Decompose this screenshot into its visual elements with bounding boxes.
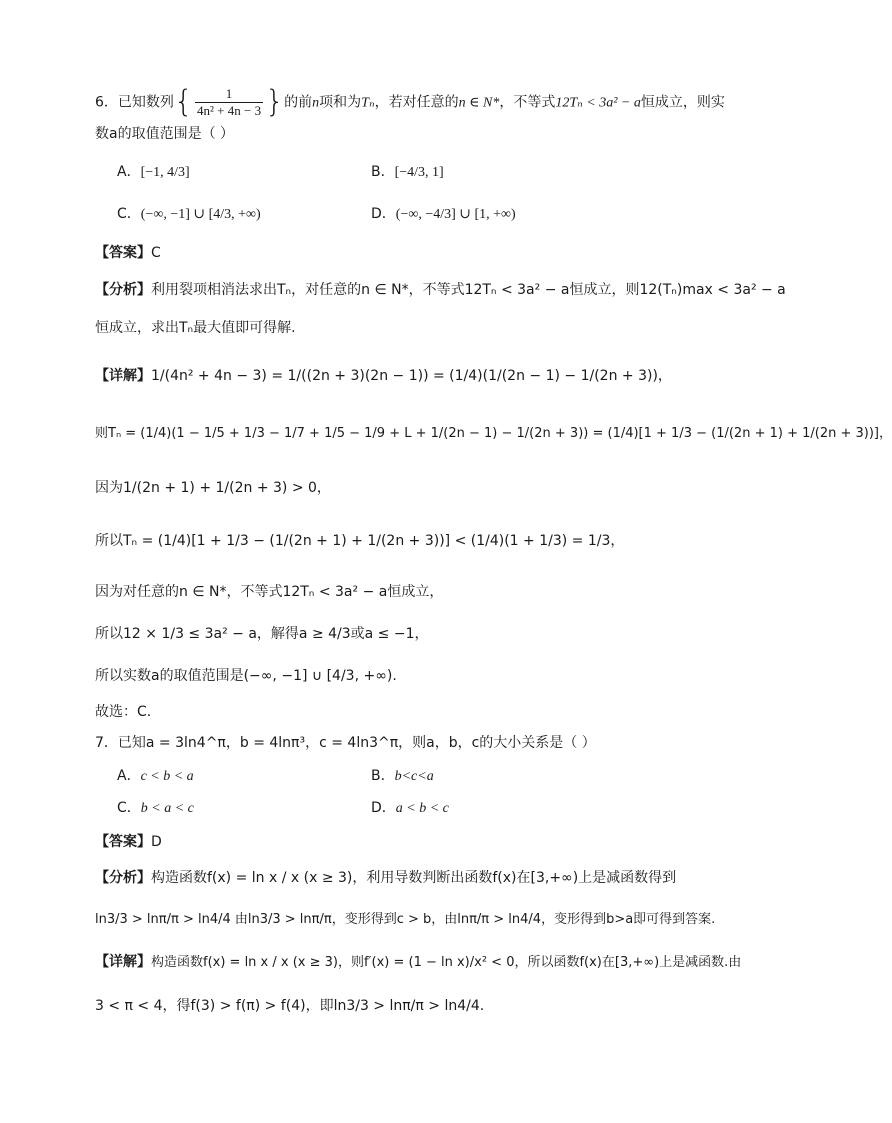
q7-detail-line1: 【详解】构造函数f(x) = ln x / x (x ≥ 3)，则f′(x) = (1 − ln x)/x² < 0，所以函数f(x)在[3,+∞)上是减函数.由 bbox=[95, 954, 742, 970]
q7-detail-line2: 3 < π < 4，得f(3) > f(π) > f(4)，即ln3/3 > lnπ/π > ln4/4. bbox=[95, 998, 485, 1014]
q6-answer: 【答案】C bbox=[95, 245, 161, 261]
q6-seq-fraction: $\frac{1}{\text{4n² + 4n − 3}}$ bbox=[197, 86, 262, 118]
q7-option-a[interactable]: A．c < b < a bbox=[117, 768, 194, 784]
q6-detail-line7: 所以实数a的取值范围是(−∞, −1] ∪ [4/3, +∞). bbox=[95, 668, 397, 684]
q6-stem-line2: 数a的取值范围是（ ） bbox=[95, 126, 235, 142]
q7-analysis-line2: ln3/3 > lnπ/π > ln4/4 由ln3/3 > lnπ/π，变形得到c > b，由lnπ/π > ln4/4，变形得到b>a即可得到答案. bbox=[95, 912, 716, 927]
q6-detail-line4: 所以Tₙ = (1/4)[1 + 1/3 − (1/(2n + 1) + 1/(2n + 3))] < (1/4)(1 + 1/3) = 1/3， bbox=[95, 533, 625, 549]
q6-option-d[interactable]: D．(−∞, −4/3] ∪ [1, +∞) bbox=[371, 206, 516, 222]
q7-option-b[interactable]: B．b<c<a bbox=[371, 768, 434, 784]
q6-option-c[interactable]: C．(−∞, −1] ∪ [4/3, +∞) bbox=[117, 206, 261, 222]
q6-detail-line3: 因为1/(2n + 1) + 1/(2n + 3) > 0， bbox=[95, 480, 331, 496]
q6-analysis-line1: 【分析】利用裂项相消法求出Tₙ，对任意的n ∈ N*，不等式12Tₙ < 3a² − a恒成立，则12(Tₙ)max < 3a² − a bbox=[95, 282, 786, 298]
q6-detail-line5: 因为对任意的n ∈ N*，不等式12Tₙ < 3a² − a恒成立， bbox=[95, 584, 444, 600]
q7-option-d[interactable]: D．a < b < c bbox=[371, 800, 449, 816]
q6-option-b[interactable]: B．[−4/3, 1] bbox=[371, 164, 444, 180]
q7-stem: 7．已知a = 3ln4^π，b = 4lnπ³，c = 4ln3^π，则a，b，c的大小关系是（ ） bbox=[95, 735, 596, 751]
q7-answer: 【答案】D bbox=[95, 834, 162, 850]
q6-detail-line2: 则Tₙ = (1/4)(1 − 1/5 + 1/3 − 1/7 + 1/5 − 1/9 + L + 1/(2n − 1) − 1/(2n + 3)) = (1/4)[1 + 1/3 − (1/(2n + 1) + 1/(2n + 3))]， bbox=[95, 426, 892, 441]
q6-prefix: 已知数列 bbox=[117, 94, 174, 111]
q7-option-c[interactable]: C．b < a < c bbox=[117, 800, 194, 816]
q6-detail-line6: 所以12 × 1/3 ≤ 3a² − a，解得a ≥ 4/3或a ≤ −1， bbox=[95, 626, 429, 642]
q6-option-a[interactable]: A．[−1, 4/3] bbox=[117, 164, 190, 180]
q6-stem-line1: 6．已知数列{ $\frac{1}{\text{4n² + 4n − 3}}$ }的前n项和为Tₙ，若对任意的n ∈ N*，不等式12Tₙ < 3a² − a恒成立，则实 bbox=[95, 84, 725, 120]
q6-detail-line1: 【详解】1/(4n² + 4n − 3) = 1/((2n + 3)(2n − 1)) = (1/4)(1/(2n − 1) − 1/(2n + 3))， bbox=[95, 368, 672, 384]
q6-number: 6． bbox=[95, 94, 118, 111]
q6-analysis-line2: 恒成立，求出Tₙ最大值即可得解. bbox=[95, 320, 296, 336]
q6-detail-line8: 故选：C. bbox=[95, 704, 152, 720]
q7-analysis-line1: 【分析】构造函数f(x) = ln x / x (x ≥ 3)，利用导数判断出函数f(x)在[3,+∞)上是减函数得到 bbox=[95, 870, 677, 886]
